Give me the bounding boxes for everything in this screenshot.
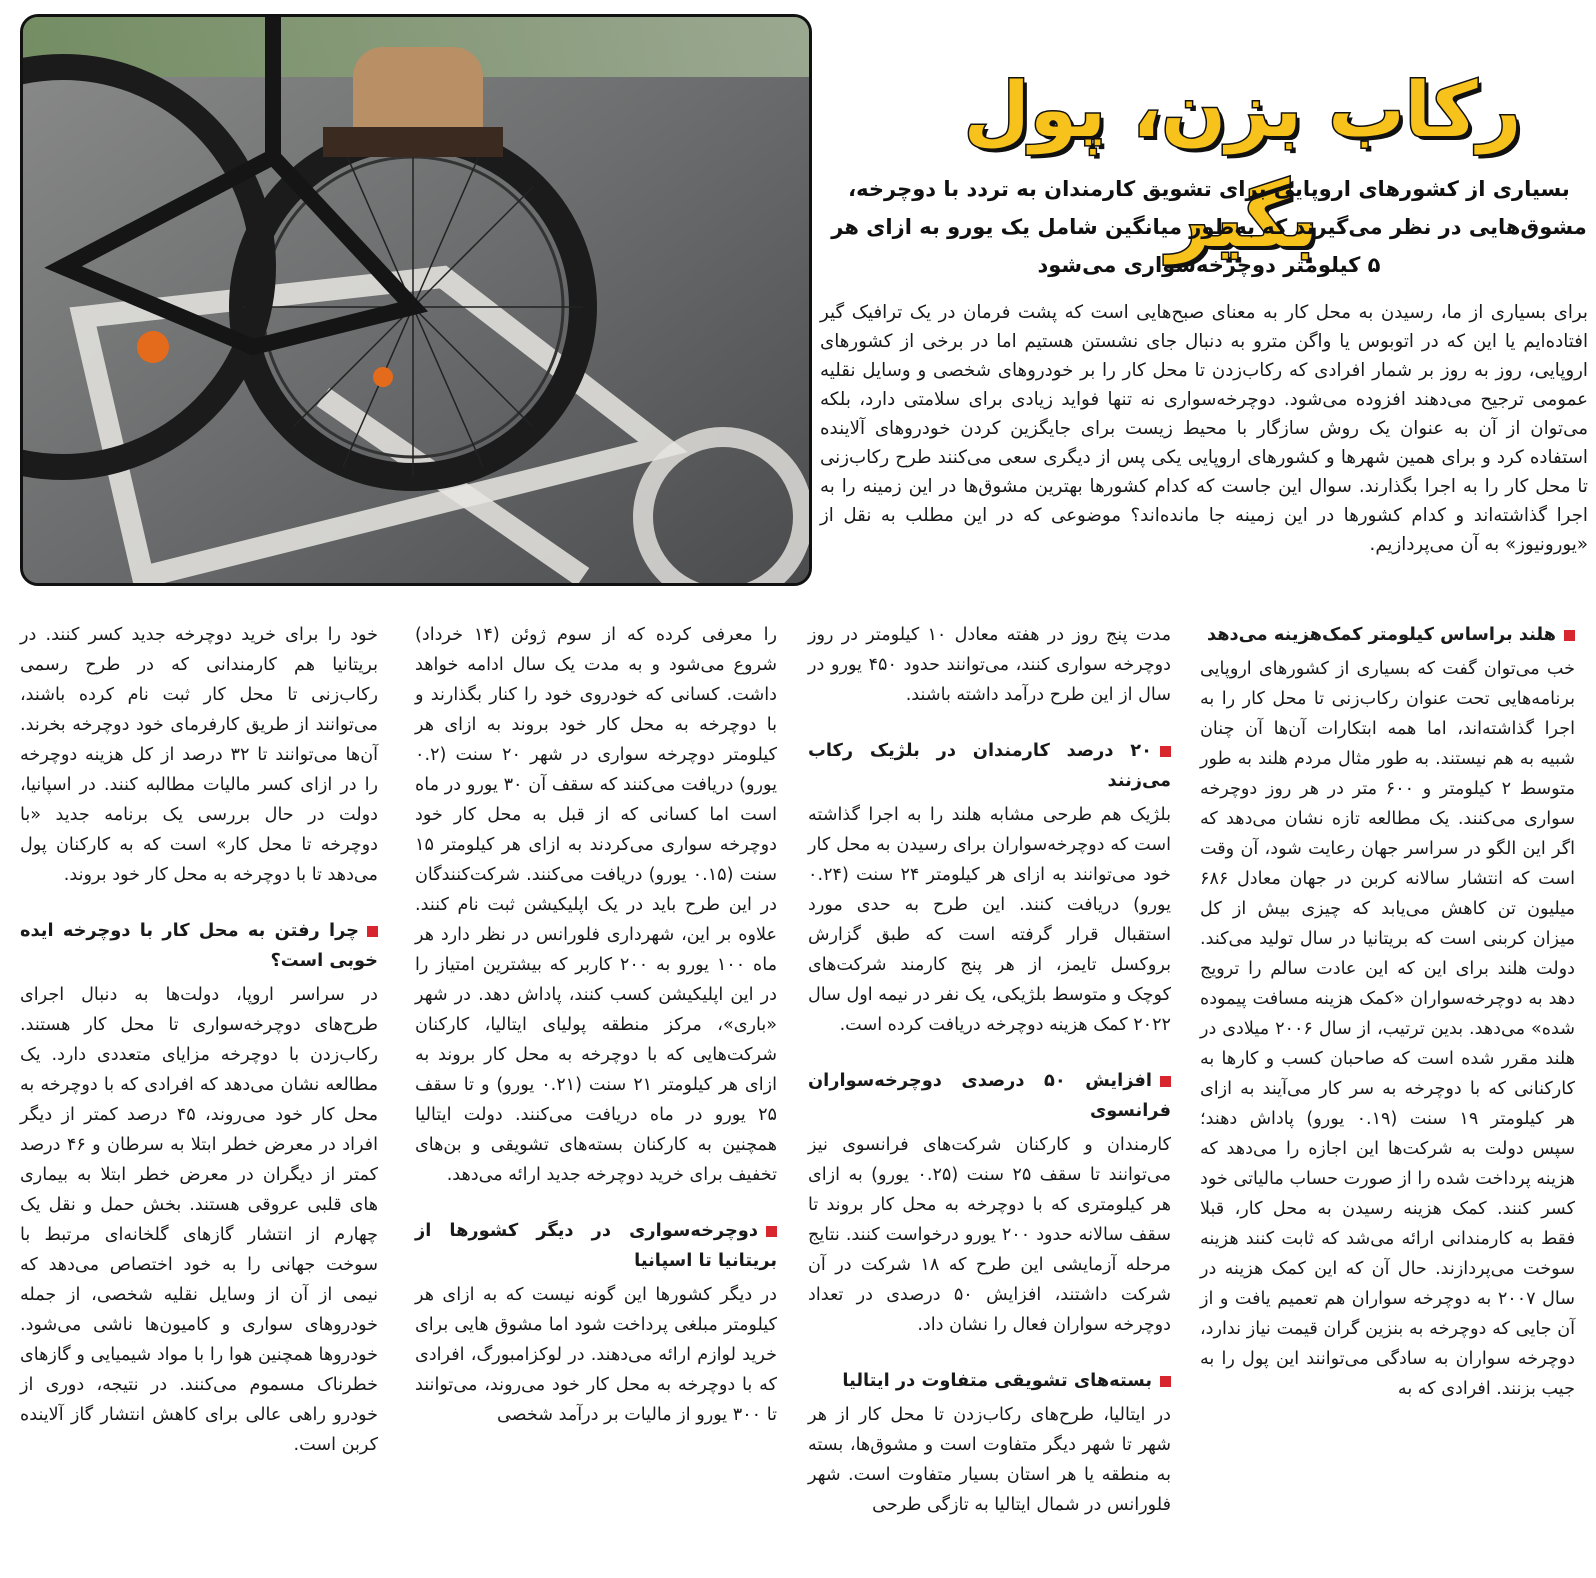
section-heading: بسته‌های تشویقی متفاوت در ایتالیا [808,1366,1171,1396]
body-paragraph: کارمندان و کارکنان شرکت‌های فرانسوی نیز می‌توانند تا سقف ۲۵ سنت (۰.۲۵ یورو) به ازای هر کیلومتری که با دوچرخه به محل کار بروند تا سقف سالانه حدود ۲۰۰ یورو درخواست کنند. نتایج مرحله آزمایشی این طرح که ۱۸ شرکت در آن شرکت داشتند، افزایش ۵۰ درصدی در تعداد دوچرخه سواران فعال را نشان داد. [808,1135,1171,1335]
bullet-icon [367,926,378,937]
bullet-icon [1160,1376,1171,1387]
body-paragraph: را معرفی کرده که از سوم ژوئن (۱۴ خرداد) شروع می‌شود و به مدت یک سال ادامه خواهد داشت. کسانی که خودروی خود را کنار بگذارند و با دوچرخه به محل کار خود بروند به ازای هر کیلومتر دوچرخه سواری در شهر ۲۰ سنت (۰.۲ یورو) دریافت می‌کنند که سقف آن ۳۰ یورو در ماه است اما کسانی که از قبل به محل کار خود دوچرخه سواری می‌کردند به ازای هر کیلومتر ۱۵ سنت (۰.۱۵ یورو) دریافت می‌کنند. شرکت‌کنندگان در این طرح باید در یک اپلیکیشن ثبت نام کنند. علاوه بر این، شهرداری فلورانس در نظر دارد هر ماه ۱۰۰ یورو به ۲۰۰ کاربر که بیشترین امتیاز را در این اپلیکیشن کسب کنند، پاداش دهد. در شهر «باری»، مرکز منطقه پولیای ایتالیا، کارکنان شرکت‌هایی که با دوچرخه به محل کار بروند به ازای هر کیلومتر ۲۱ سنت (۰.۲۱ یورو) و تا سقف ۲۵ یورو در ماه دریافت می‌کنند. دولت ایتالیا همچنین به کارکنان بسته‌های تشویقی و بن‌های تخفیف برای خرید دوچرخه جدید ارائه می‌دهد. [415,625,777,1185]
body-paragraph: در سراسر اروپا، دولت‌ها به دنبال اجرای طرح‌های دوچرخه‌سواری تا محل کار هستند. رکاب‌زدن با دوچرخه مزایای متعددی دارد. یک مطالعه نشان می‌دهد که افرادی که با دوچرخه به محل کار خود می‌روند، ۴۵ درصد کمتر از دیگر افراد در معرض خطر ابتلا به سرطان و ۴۶ درصد کمتر از دیگران در معرض خطر ابتلا به بیماری های قلبی عروقی هستند. بخش حمل و نقل یک چهارم از انتشار گازهای گلخانه‌ای مرتبط با سوخت جهانی را به خود اختصاص می‌دهد که نیمی از آن از وسایل نقلیه شخصی، از جمله خودروهای سواری و کامیون‌ها ناشی می‌شود. خودروها همچنین هوا را با مواد شیمیایی و گازهای خطرناک مسموم می‌کنند. در نتیجه، دوری از خودرو راهی عالی برای کاهش انتشار گاز آلاینده کربن است. [20,985,378,1455]
section-heading: افزایش ۵۰ درصدی دوچرخه‌سواران فرانسوی [808,1070,1171,1121]
section-heading: هلند براساس کیلومتر کمک‌هزینه می‌دهد [1200,620,1575,650]
headline-text: رکاب بزن، پول بگیر [963,65,1522,264]
body-paragraph: خود را برای خرید دوچرخه جدید کسر کنند. در بریتانیا هم کارمندانی که در طرح رسمی رکاب‌زنی تا محل کار ثبت نام کرده باشند، می‌توانند از طریق کارفرمای خود دوچرخه بخرند. آن‌ها می‌توانند تا ۳۲ درصد از کل هزینه دوچرخه را در ازای کسر مالیات مطالبه کنند. در اسپانیا، دولت در حال بررسی یک برنامه جدید «با دوچرخه تا محل کار» است که به کارکنان پول می‌دهد تا با دوچرخه به محل کار خود بروند. [20,625,378,885]
bullet-icon [1564,630,1575,641]
intro-paragraph: برای بسیاری از ما، رسیدن به محل کار به معنای صبح‌هایی است که پشت فرمان در یک ترافیک گیر افتاده‌ایم یا این که در اتوبوس یا واگن مترو به دنبال جای نشستن هستیم اما در برخی از کشورهای اروپایی، روز به روز بر شمار افرادی که رکاب‌زدن تا محل کار را بر خودروهای شخصی و وسایل نقلیه عمومی ترجیح می‌دهند افزوده می‌شود. دوچرخه‌سواری نه تنها فواید زیادی برای سلامتی دارد، بلکه می‌توان از آن به عنوان یک روش سازگار با محیط زیست برای جایگزین کردن خودروهای آلاینده استفاده کرد و برای همین شهرها و کشورهای اروپایی یکی پس از دیگری سعی می‌کنند طرح رکاب‌زنی تا محل کار را به اجرا بگذارند. سوال این جاست که کدام کشورها بهترین مشوق‌ها در این زمینه را به اجرا گذاشته‌اند و کدام کشورها در این زمینه جا مانده‌اند؟ موضوعی که در این مطلب به نقل از «یورونیوز» به آن می‌پردازیم. [820,302,1588,555]
body-paragraph: خب می‌توان گفت که بسیاری از کشورهای اروپایی برنامه‌هایی تحت عنوان رکاب‌زنی تا محل کار را به اجرا گذاشته‌اند، اما همه ابتکارات آن‌ها آن چنان شبیه به هم نیستند. به طور مثال مردم هلند به طور متوسط ۲ کیلومتر و ۶۰۰ متر در هر روز دوچرخه سواری می‌کنند. یک مطالعه تازه نشان می‌دهد که اگر این الگو در سراسر جهان رعایت شود، آن وقت است که انتشار سالانه کربن در جهان معادل ۶۸۶ میلیون تن کاهش می‌یابد که چیزی بیش از کل میزان کربنی است که بریتانیا در سال تولید می‌کند. دولت هلند برای این که این عادت سالم را ترویج دهد به دوچرخه‌سواران «کمک هزینه مسافت پیموده شده» می‌دهد. بدین ترتیب، از سال ۲۰۰۶ میلادی در هلند مقرر شده است که صاحبان کسب و کارها به کارکنانی که با دوچرخه به سر کار می‌آیند به ازای هر کیلومتر ۱۹ سنت (۰.۱۹ یورو) پاداش دهند؛ سپس دولت به شرکت‌ها این اجازه را می‌دهد که هزینه پرداخت شده را از صورت حساب مالیاتی خود کسر کنند. کمک هزینه رسیدن به محل کار، قبلا فقط به کارمندانی ارائه می‌شد که ثابت کنند هزینه سوخت می‌پردازند. حال آن که این کمک هزینه در سال ۲۰۰۷ به دوچرخه سواران هم تعمیم یافت و از آن جایی که دوچرخه به بنزین گران قیمت نیاز ندارد، دوچرخه سواران به سادگی می‌توانند این پول را به جیب بزنند. افرادی که به [1200,659,1575,1399]
section-heading: ۲۰ درصد کارمندان در بلژیک رکاب می‌زنند [808,740,1171,791]
column-3 [415,620,777,1430]
bicycle-lane-illustration [23,17,809,583]
cyclist-photo [20,14,812,586]
lead-paragraph: بسیاری از کشورهای اروپایی برای تشویق کارمندان به تردد با دوچرخه، مشوق‌هایی در نظر می‌گیرند که به‌طور میانگین شامل یک یورو به ازای هر ۵ کیلومتر دوچرخه‌سواری می‌شود [831,177,1587,277]
section-heading: دوچرخه‌سواری در دیگر کشورها از بریتانیا تا اسپانیا [415,1220,777,1271]
bullet-icon [766,1226,777,1237]
body-paragraph: در دیگر کشورها این گونه نیست که به ازای هر کیلومتر مبلغی پرداخت شود اما مشوق هایی برای خرید لوازم ارائه می‌دهند. در لوکزامبورگ، افرادی که با دوچرخه به محل کار خود می‌روند، می‌توانند تا ۳۰۰ یورو از مالیات بر درآمد شخصی [415,1285,777,1425]
column-1 [1200,620,1575,1404]
column-2 [808,620,1171,1520]
body-paragraph: بلژیک هم طرحی مشابه هلند را به اجرا گذاشته است که دوچرخه‌سواران برای رسیدن به محل کار خود می‌توانند به ازای هر کیلومتر ۲۴ سنت (۰.۲۴ یورو) دریافت کنند. این طرح به حدی مورد استقبال قرار گرفته است که طبق گزارش بروکسل تایمز، از هر پنج کارمند شرکت‌های کوچک و متوسط بلژیکی، یک نفر در نیمه اول سال ۲۰۲۲ کمک هزینه دوچرخه دریافت کرده است. [808,805,1171,1035]
bullet-icon [1160,1076,1171,1087]
body-paragraph: در ایتالیا، طرح‌های رکاب‌زدن تا محل کار از هر شهر تا شهر دیگر متفاوت است و مشوق‌ها، بسته به منطقه یا هر استان بسیار متفاوت است. شهر فلورانس در شمال ایتالیا به تازگی طرحی [808,1405,1171,1515]
column-4 [20,620,378,1460]
bullet-icon [1160,746,1171,757]
section-heading: چرا رفتن به محل کار با دوچرخه ایده خوبی است؟ [20,920,378,971]
body-paragraph: مدت پنج روز در هفته معادل ۱۰ کیلومتر در روز دوچرخه سواری کنند، می‌توانند حدود ۴۵۰ یورو در سال از این طرح درآمد داشته باشند. [808,625,1171,705]
